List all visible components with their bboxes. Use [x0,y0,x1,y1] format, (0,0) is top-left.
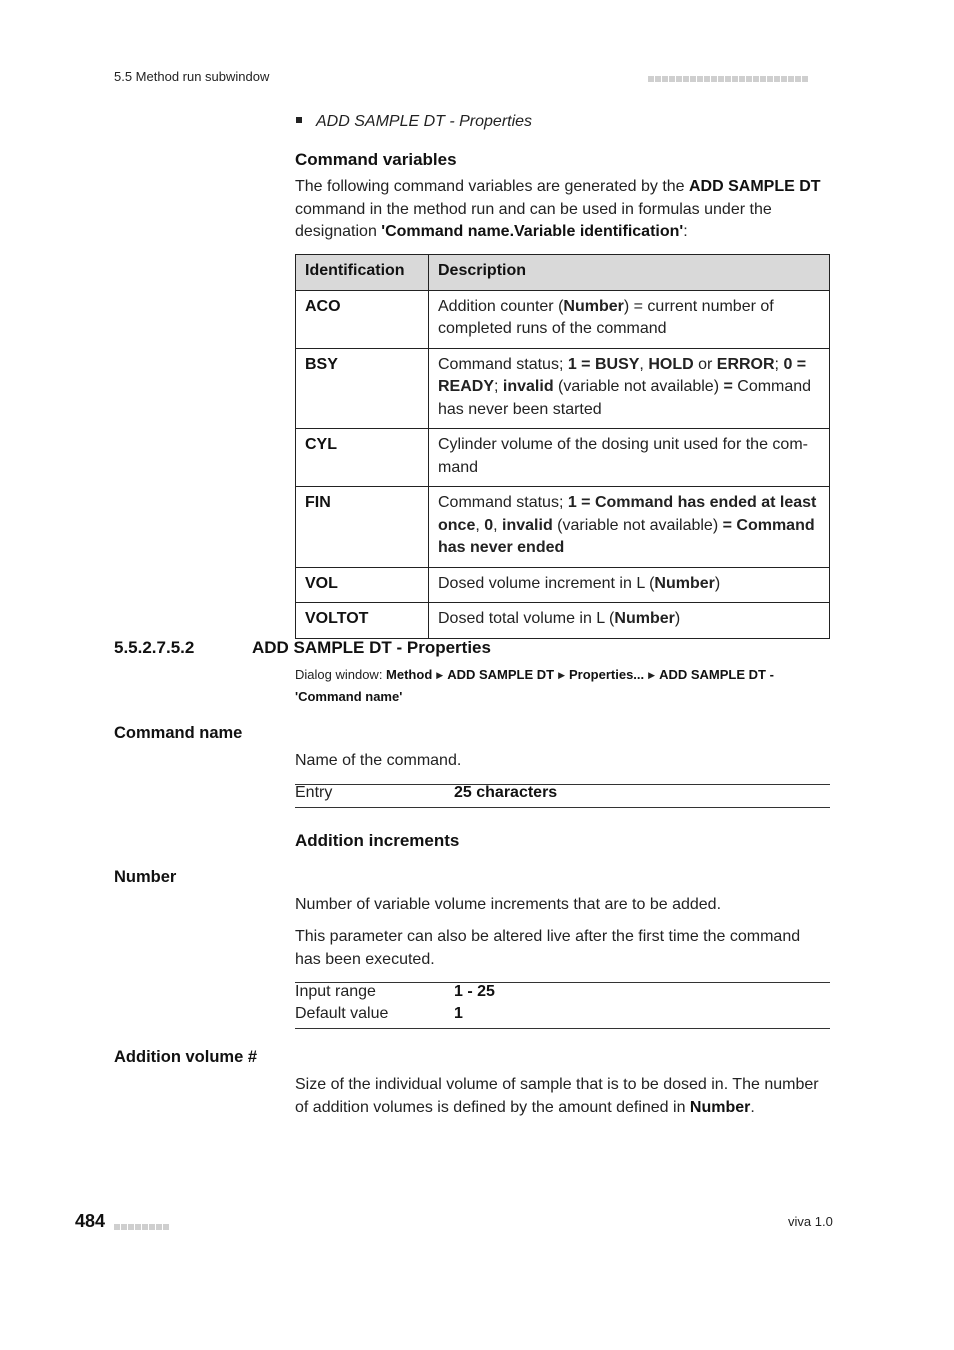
entry-value: 25 characters [454,784,558,801]
table-row [296,290,830,348]
entry-key: Entry [295,784,333,801]
table-row [296,487,830,568]
variable-description [429,603,830,639]
decoration-square [128,1224,134,1230]
addition-volume-label: Addition volume # [114,1048,258,1066]
description-text: Addition counter ( [438,297,564,315]
decoration-square [669,76,675,82]
product-version: viva 1.0 [788,1214,833,1229]
addition-volume-description [295,1074,830,1119]
decoration-square [746,76,752,82]
number-label: Number [114,868,177,886]
table-row [296,603,830,639]
decoration-square [690,76,696,82]
description-bold-text: ERROR [716,355,775,373]
addition-increments-heading: Addition increments [295,831,460,850]
description-bold-text: 1 = BUSY [567,355,640,373]
description-bold-text: invalid [502,516,553,534]
number-description: Number of variable volume increments that are to be added. [295,896,722,913]
dialog-path-segment: Properties... [569,667,645,682]
table-row [296,567,830,603]
footer-decoration-squares [114,1218,170,1236]
number-note: This parameter can also be altered live after the first time the command has been executed. [295,928,801,968]
table-row [296,429,830,487]
description-text: , [475,516,485,534]
decoration-square [697,76,703,82]
decoration-square [781,76,787,82]
description-text: ) [714,574,721,592]
decoration-square [662,76,668,82]
default-value-row [295,1005,463,1023]
description-bold-text: = Command has never ended [438,516,815,556]
divider [295,1028,830,1029]
section-title: ADD SAMPLE DT - Properties [252,638,491,657]
command-variables-intro [295,176,830,244]
column-header-description: Description [429,255,830,291]
input-range-value: 1 - 25 [454,983,495,1000]
divider [295,784,830,785]
page-number: 484 [75,1211,106,1231]
addition-volume-text-1: Size of the individual volume of sample that is to be dosed in. The number of addition volumes is defined by the amount defined in [295,1076,819,1116]
decoration-square [767,76,773,82]
decoration-square [121,1224,127,1230]
input-range-key: Input range [295,983,376,1000]
variable-identification: ACO [296,290,429,348]
description-text: Cylinder volume of the dosing unit used for the command [438,436,808,476]
input-range-row [295,983,495,1001]
decoration-square [142,1224,148,1230]
description-bold-text: 1 = Command has ended at least once [438,494,817,534]
divider [295,807,830,808]
decoration-square [648,76,654,82]
intro-text-3: : [683,223,688,240]
path-arrow-icon: ▶ [558,670,565,680]
decoration-square [788,76,794,82]
decoration-square [725,76,731,82]
command-name-description: Name of the command. [295,752,462,769]
intro-text-2: command in the method run and can be used in formulas under the designation [295,200,772,240]
dialog-path [295,665,830,706]
description-bold-text: 0 = READY [438,355,807,395]
variable-identification: VOL [296,567,429,603]
description-text: , [639,355,649,373]
description-text: (variable not available) [553,378,724,395]
description-bold-text: Number [614,610,675,627]
bullet-item-label: ADD SAMPLE DT - Properties [316,113,533,130]
decoration-square [114,1224,120,1230]
dialog-path-segment: Method [386,667,433,682]
description-text: , [493,516,503,534]
description-bold-text: Number [563,297,624,315]
variable-identification: CYL [296,429,429,487]
description-text: ; [494,378,503,395]
table-header-row [296,255,830,291]
description-bold-text: invalid [502,378,554,395]
description-text: Command has never been started [438,378,812,418]
decoration-square [711,76,717,82]
bullet-icon [296,117,302,123]
dialog-path-segment: ADD SAMPLE DT [447,667,555,682]
table-row [296,348,830,429]
description-text: Command status; [438,355,568,373]
command-variables-table [295,254,830,639]
decoration-square [655,76,661,82]
decoration-square [732,76,738,82]
addition-volume-number-ref: Number [689,1098,751,1116]
variable-identification: VOLTOT [296,603,429,639]
variable-description [429,290,830,348]
description-text: (variable not available) [552,516,723,534]
intro-command-name: ADD SAMPLE DT [689,178,821,195]
description-text: Command status; [438,494,568,511]
decoration-square [676,76,682,82]
entry-row [295,784,558,802]
decoration-square [774,76,780,82]
path-arrow-icon: ▶ [648,670,656,680]
description-bold-text: HOLD [648,355,694,373]
decoration-square [135,1224,141,1230]
section-number: 5.5.2.7.5.2 [114,638,195,657]
header-decoration-squares [648,70,830,80]
default-value-value: 1 [454,1005,463,1022]
description-bold-text: Number [654,574,715,592]
decoration-square [704,76,710,82]
description-text: ; [774,355,784,373]
variable-description [429,429,830,487]
intro-designation: 'Command name.Variable identification' [381,223,684,240]
decoration-square [739,76,745,82]
decoration-square [760,76,766,82]
path-arrow-icon: ▶ [436,670,444,680]
intro-text-1: The following command variables are generated by the [295,178,689,195]
command-variables-heading: Command variables [295,150,457,169]
decoration-square [683,76,689,82]
default-value-key: Default value [295,1005,389,1022]
description-text: ) [674,610,681,627]
decoration-square [156,1224,162,1230]
variable-description [429,348,830,429]
decoration-square [753,76,759,82]
command-name-label: Command name [114,724,243,742]
running-header-section: 5.5 Method run subwindow [114,69,270,84]
variable-description [429,487,830,568]
description-text: Dosed total volume in L ( [438,610,615,627]
decoration-square [163,1224,169,1230]
column-header-identification: Identification [296,255,429,291]
variable-description [429,567,830,603]
decoration-square [718,76,724,82]
dialog-path-segment: ADD SAMPLE DT - 'Command name' [295,667,774,704]
bullet-item-properties-link[interactable] [296,113,532,131]
description-bold-text: = [723,378,733,395]
description-text: Dosed volume increment in L ( [438,574,655,592]
dialog-path-prefix: Dialog window: [295,667,387,682]
decoration-square [802,76,808,82]
addition-volume-text-2: . [750,1098,755,1116]
description-bold-text: 0 [484,516,494,534]
decoration-square [795,76,801,82]
variable-identification: BSY [296,348,429,429]
decoration-square [149,1224,155,1230]
description-text: ) = current number of completed runs of the command [438,297,774,337]
variable-identification: FIN [296,487,429,568]
description-text: or [693,355,717,373]
